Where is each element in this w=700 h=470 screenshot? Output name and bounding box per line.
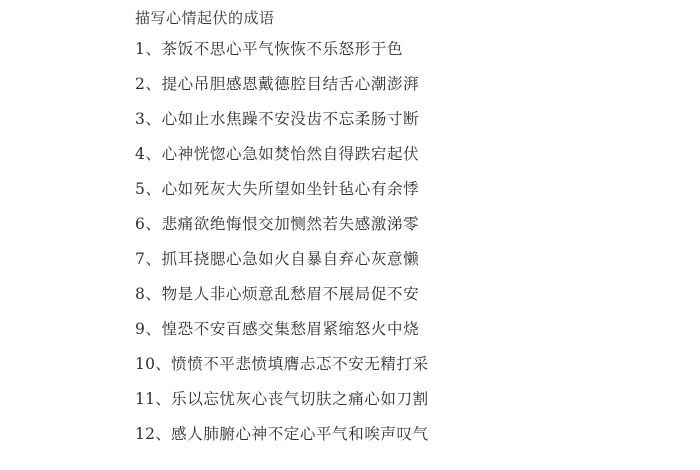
list-item-text: 茶饭不思心平气恢恢不乐怒形于色	[161, 40, 404, 58]
list-item	[0, 110, 700, 128]
list-item	[0, 390, 700, 408]
list-item-number: 3、	[135, 110, 162, 128]
list-item-number: 1、	[135, 40, 162, 58]
list-item-text: 心如死灰大失所望如坐针毡心有余悸	[161, 180, 420, 198]
page-title: 描写心情起伏的成语	[135, 9, 275, 27]
list-item-text: 愤愤不平悲愤填膺忐忑不安无精打采	[171, 355, 429, 373]
list-item	[0, 355, 700, 373]
list-item-text: 心如止水焦躁不安没齿不忘柔肠寸断	[161, 110, 420, 128]
idiom-list	[0, 40, 700, 443]
list-item	[0, 250, 700, 268]
list-item-number: 9、	[135, 320, 162, 338]
list-item-number: 11、	[135, 390, 172, 408]
list-item	[0, 145, 700, 163]
list-item	[0, 320, 700, 338]
list-item-number: 8、	[135, 285, 162, 303]
list-item-text: 惶恐不安百感交集愁眉紧缩怒火中烧	[161, 320, 420, 338]
list-item-text: 乐以忘忧灰心丧气切肤之痛心如刀割	[171, 390, 429, 408]
list-item-text: 提心吊胆感恩戴德腔目结舌心潮澎湃	[161, 75, 420, 93]
list-item-number: 5、	[135, 180, 162, 198]
list-item	[0, 75, 700, 93]
list-item-number: 7、	[135, 250, 162, 268]
list-item-text: 心神恍惚心急如焚怡然自得跌宕起伏	[161, 145, 420, 163]
list-item	[0, 215, 700, 233]
list-item	[0, 180, 700, 198]
list-item-number: 6、	[135, 215, 162, 233]
list-item-number: 10、	[135, 355, 172, 373]
list-item	[0, 425, 700, 443]
list-item-text: 抓耳挠腮心急如火自暴自弃心灰意懒	[161, 250, 420, 268]
list-item-number: 4、	[135, 145, 162, 163]
list-item-text: 感人肺腑心神不定心平气和唉声叹气	[171, 425, 429, 443]
list-item-number: 2、	[135, 75, 162, 93]
list-item-text: 悲痛欲绝悔恨交加恻然若失感激涕零	[161, 215, 420, 233]
list-item-number: 12、	[135, 425, 172, 443]
list-item	[0, 285, 700, 303]
list-item	[0, 40, 700, 58]
list-item-text: 物是人非心烦意乱愁眉不展局促不安	[161, 285, 420, 303]
